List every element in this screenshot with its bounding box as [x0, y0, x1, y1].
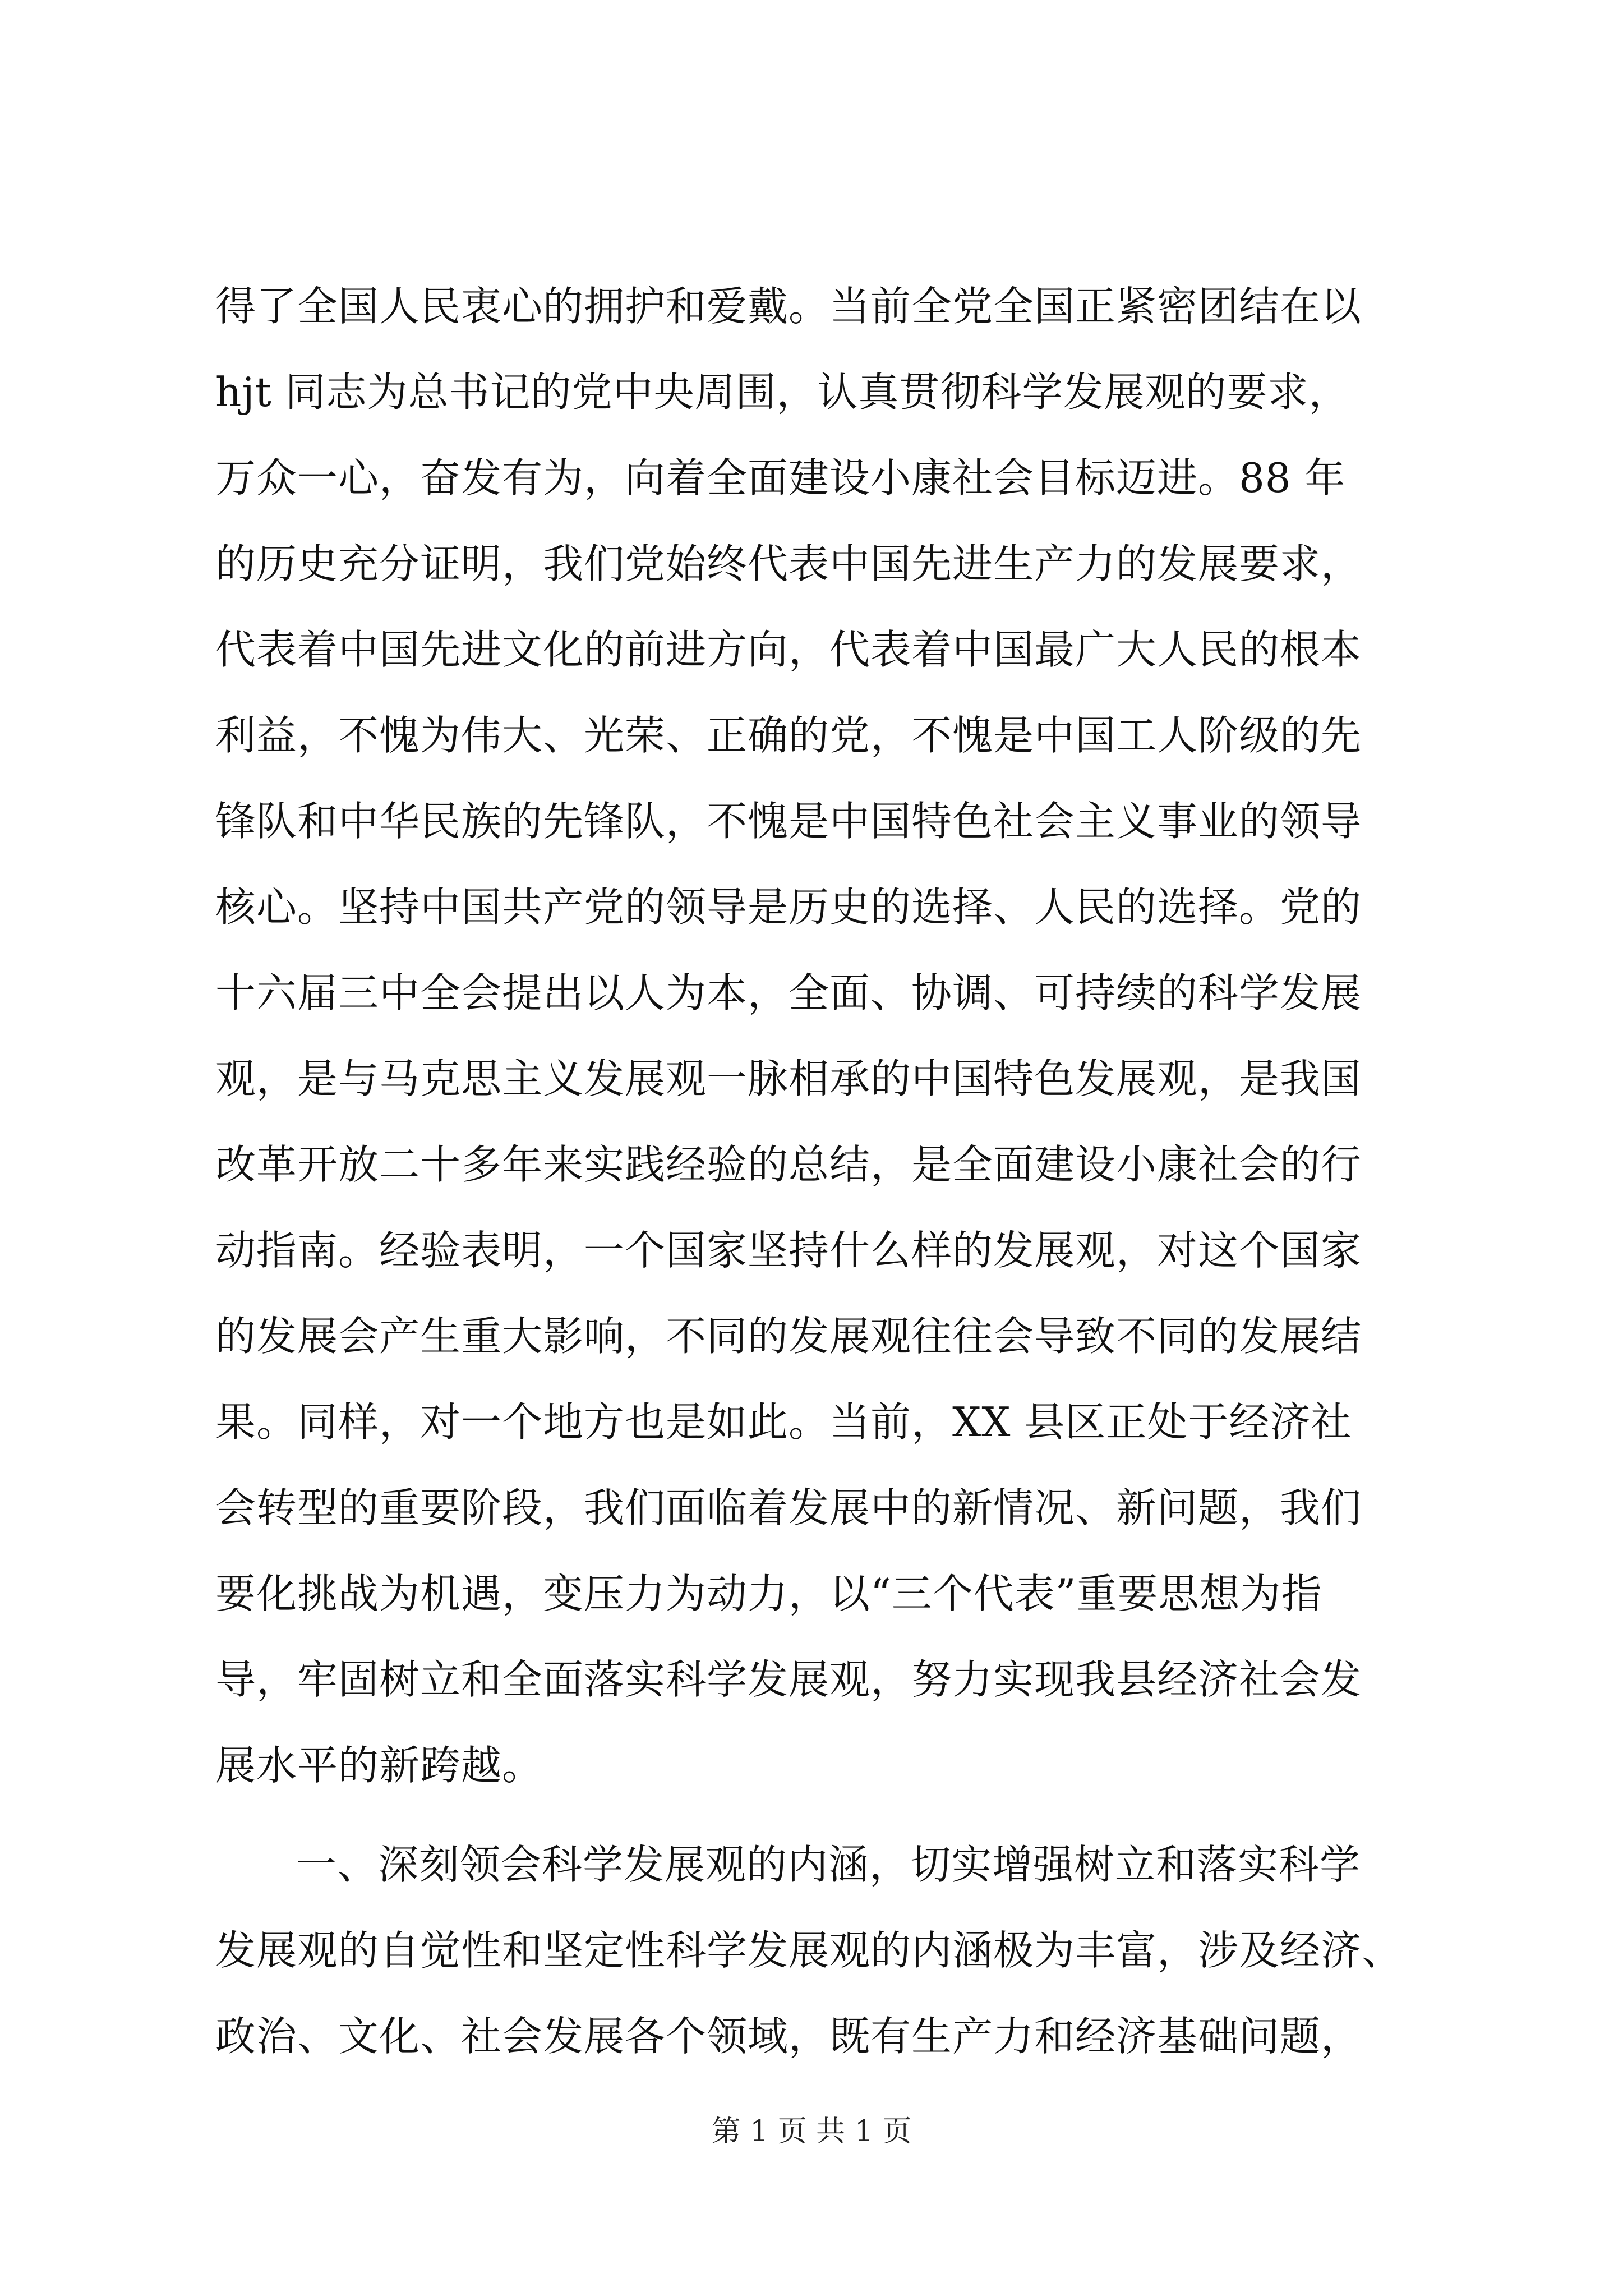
text-line: 会转型的重要阶段，我们面临着发展中的新情况、新问题，我们: [215, 1484, 1362, 1531]
page-footer: 第 1 页 共 1 页: [711, 2115, 912, 2148]
text-line: 动指南。经验表明，一个国家坚持什么样的发展观，对这个国家: [215, 1227, 1362, 1274]
text-line: 的历史充分证明，我们党始终代表中国先进生产力的发展要求，: [215, 540, 1362, 587]
text-line: 观，是与马克思主义发展观一脉相承的中国特色发展观，是我国: [215, 1055, 1362, 1102]
text-line: 改革开放二十多年来实践经验的总结，是全面建设小康社会的行: [215, 1141, 1362, 1188]
section-heading-line: 一、深刻领会科学发展观的内涵，切实增强树立和落实科学: [296, 1841, 1361, 1888]
text-line: 展水平的新跨越。: [215, 1742, 543, 1789]
text-line: 锋队和中华民族的先锋队，不愧是中国特色社会主义事业的领导: [215, 798, 1362, 845]
text-line: 发展观的自觉性和坚定性科学发展观的内涵极为丰富，涉及经济、: [215, 1927, 1403, 1974]
body-text: [215, 264, 1421, 2079]
text-line: 导，牢固树立和全面落实科学发展观，努力实现我县经济社会发: [215, 1656, 1362, 1703]
text-line: 万众一心，奋发有为，向着全面建设小康社会目标迈进。88 年: [215, 454, 1346, 501]
text-line: 的发展会产生重大影响，不同的发展观往往会导致不同的发展结: [215, 1313, 1362, 1360]
text-line: 核心。坚持中国共产党的领导是历史的选择、人民的选择。党的: [215, 884, 1362, 931]
text-line: 政治、文化、社会发展各个领域，既有生产力和经济基础问题，: [215, 2013, 1362, 2060]
paragraph-spacer: [215, 1809, 1421, 1822]
text-line: hjt 同志为总书记的党中央周围，认真贯彻科学发展观的要求，: [215, 369, 1350, 416]
text-line: 代表着中国先进文化的前进方向，代表着中国最广大人民的根本: [215, 626, 1362, 673]
text-line: 十六届三中全会提出以人为本，全面、协调、可持续的科学发展: [215, 969, 1362, 1016]
text-line: 利益，不愧为伟大、光荣、正确的党，不愧是中国工人阶级的先: [215, 712, 1362, 759]
text-line: 果。同样，对一个地方也是如此。当前，XX 县区正处于经济社: [215, 1398, 1352, 1446]
text-line: 得了全国人民衷心的拥护和爱戴。当前全党全国正紧密团结在以: [215, 283, 1362, 330]
text-line: 要化挑战为机遇，变压力为动力，以“三个代表”重要思想为指: [215, 1570, 1322, 1617]
